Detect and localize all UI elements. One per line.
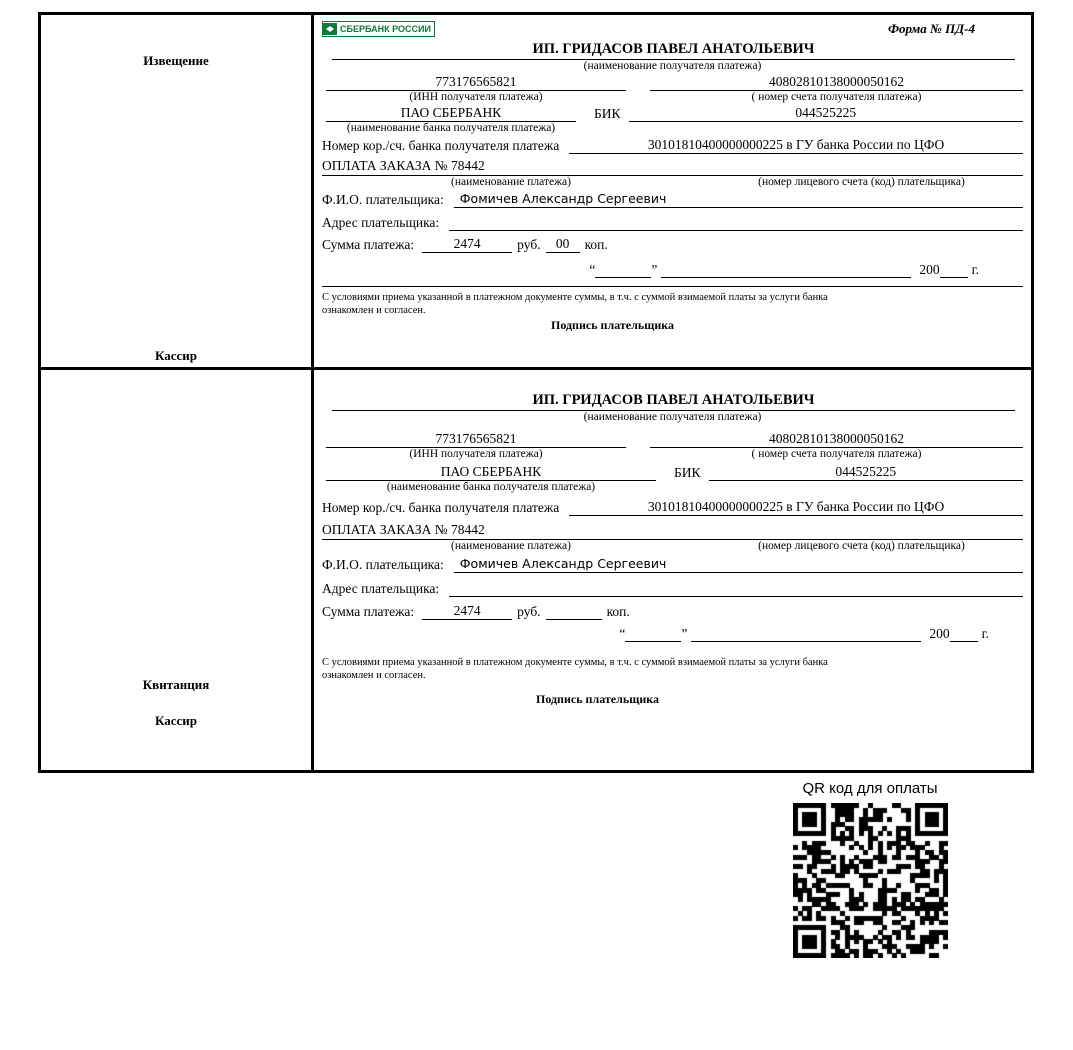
inn-account-row-notice <box>322 74 1023 91</box>
date-row-notice <box>322 262 1023 278</box>
date-year-notice <box>940 262 968 278</box>
account-value-receipt: 40802810138000050162 <box>650 431 1023 448</box>
date-quote-close-notice: ” <box>651 262 658 277</box>
terms-receipt <box>322 656 1023 682</box>
rub-word-receipt: руб. <box>517 604 541 619</box>
label-cashier-top: Кассир <box>154 348 197 363</box>
corr-value-notice: 30101810400000000225 в ГУ банка России по ЦФО <box>569 137 1023 154</box>
year-suffix-receipt: г. <box>981 626 989 641</box>
payer-fio-value-receipt: Фомичев Александр Сергеевич <box>454 556 1023 573</box>
qr-title: QR код для оплаты <box>802 780 938 797</box>
sum-kop-receipt <box>546 619 602 620</box>
rub-word-notice: руб. <box>517 237 541 252</box>
purpose-row-notice <box>322 158 1023 176</box>
payer-fio-row-notice <box>322 191 1023 208</box>
bik-value-notice: 044525225 <box>629 105 1023 122</box>
payer-address-label-notice: Адрес плательщика: <box>322 215 440 230</box>
terms-notice <box>322 286 1023 317</box>
bank-bik-row-notice <box>322 105 1023 122</box>
qr-section <box>770 780 970 958</box>
year-prefix-notice: 200 <box>919 262 940 277</box>
payer-fio-row-receipt <box>322 556 1023 573</box>
caption-account-receipt: ( номер счета получателя платежа) <box>751 448 922 460</box>
form-number: Форма № ПД-4 <box>887 21 975 36</box>
date-month-notice <box>661 262 911 278</box>
payer-address-label-receipt: Адрес плательщика: <box>322 581 440 596</box>
date-month-receipt <box>691 626 921 642</box>
corr-label-receipt: Номер кор./сч. банка получателя платежа <box>322 500 560 515</box>
caption-bank-notice: (наименование банка получателя платежа) <box>346 122 556 134</box>
personal-account-receipt <box>700 522 1023 540</box>
purpose-row-receipt <box>322 522 1023 540</box>
payer-address-row-receipt <box>322 579 1023 597</box>
receipt-left-column <box>41 370 314 770</box>
purpose-captions-receipt <box>322 540 1023 552</box>
sum-rub-notice: 2474 <box>422 236 512 253</box>
date-quote-close-receipt: ” <box>681 626 688 641</box>
date-quote-open-notice: “ <box>589 262 596 277</box>
recipient-name-receipt: ИП. ГРИДАСОВ ПАВЕЛ АНАТОЛЬЕВИЧ <box>332 390 1015 411</box>
payment-purpose-receipt: ОПЛАТА ЗАКАЗА № 78442 <box>322 522 700 540</box>
bank-name-receipt: ПАО СБЕРБАНК <box>326 464 656 481</box>
sum-label-receipt: Сумма платежа: <box>322 604 415 619</box>
sum-row-notice <box>322 236 1023 253</box>
recipient-name-notice: ИП. ГРИДАСОВ ПАВЕЛ АНАТОЛЬЕВИЧ <box>332 39 1015 60</box>
inn-account-captions-notice <box>322 91 1023 103</box>
payer-fio-value-notice: Фомичев Александр Сергеевич <box>454 191 1023 208</box>
date-day-receipt <box>625 626 681 642</box>
label-notice: Извещение <box>143 53 209 68</box>
notice-left-column <box>41 15 314 367</box>
caption-account-notice: ( номер счета получателя платежа) <box>751 91 922 103</box>
sberbank-logo-text: СБЕРБАНК РОССИИ <box>340 24 431 34</box>
payer-address-row-notice <box>322 213 1023 231</box>
kop-word-receipt: коп. <box>606 604 630 619</box>
personal-account-notice <box>700 158 1023 176</box>
terms-line2-notice: ознакомлен и согласен. <box>322 305 426 317</box>
corr-account-row-receipt <box>322 499 1023 516</box>
signature-notice: Подпись плательщика <box>551 318 674 333</box>
caption-inn-notice: (ИНН получателя платежа) <box>409 91 543 103</box>
label-receipt: Квитанция <box>142 677 210 692</box>
bik-label-receipt: БИК <box>674 465 701 480</box>
date-year-receipt <box>950 626 978 642</box>
receipt-block <box>41 370 1031 770</box>
notice-header-row <box>322 21 1023 39</box>
payer-address-value-receipt <box>449 579 1023 597</box>
payer-address-value-notice <box>449 213 1023 231</box>
receipt-right-column <box>314 370 1031 770</box>
sberbank-logo <box>322 21 435 37</box>
date-row-receipt <box>322 626 1023 642</box>
sum-rub-receipt: 2474 <box>422 603 512 620</box>
notice-block <box>41 15 1031 370</box>
caption-personal-account-notice: (номер лицевого счета (код) плательщика) <box>758 176 965 188</box>
inn-account-captions-receipt <box>322 448 1023 460</box>
corr-account-row-notice <box>322 137 1023 154</box>
account-value-notice: 40802810138000050162 <box>650 74 1023 91</box>
kop-word-notice: коп. <box>584 237 608 252</box>
caption-bank-receipt: (наименование банка получателя платежа) <box>386 481 596 493</box>
inn-value-notice: 773176565821 <box>326 74 626 91</box>
sum-kop-notice: 00 <box>546 236 580 253</box>
purpose-captions-notice <box>322 176 1023 188</box>
corr-label-notice: Номер кор./сч. банка получателя платежа <box>322 138 560 153</box>
notice-right-column <box>314 15 1031 367</box>
caption-personal-account-receipt: (номер лицевого счета (код) плательщика) <box>758 540 965 552</box>
year-prefix-receipt: 200 <box>929 626 950 641</box>
sum-label-notice: Сумма платежа: <box>322 237 415 252</box>
date-quote-open-receipt: “ <box>619 626 626 641</box>
terms-line1-notice: С условиями приема указанной в платежном документе суммы, в т.ч. с суммой взимаемой платы за услуги банка <box>322 292 828 303</box>
signature-receipt: Подпись плательщика <box>536 692 659 707</box>
qr-code-image <box>793 803 948 958</box>
bank-name-notice: ПАО СБЕРБАНК <box>326 105 576 122</box>
caption-recipient-notice: (наименование получателя платежа) <box>583 60 762 72</box>
sum-row-receipt <box>322 603 1023 620</box>
bik-value-receipt: 044525225 <box>709 464 1023 481</box>
bik-label-notice: БИК <box>594 106 621 121</box>
corr-value-receipt: 30101810400000000225 в ГУ банка России по ЦФО <box>569 499 1023 516</box>
caption-inn-receipt: (ИНН получателя платежа) <box>409 448 543 460</box>
bank-bik-row-receipt <box>322 464 1023 481</box>
caption-recipient-receipt: (наименование получателя платежа) <box>583 411 762 423</box>
terms-line2-receipt: ознакомлен и согласен. <box>322 670 426 682</box>
payer-fio-label-receipt: Ф.И.О. плательщика: <box>322 557 444 572</box>
payment-form <box>38 12 1034 773</box>
inn-value-receipt: 773176565821 <box>326 431 626 448</box>
inn-account-row-receipt <box>322 431 1023 448</box>
label-cashier-bottom: Кассир <box>154 713 197 728</box>
date-day-notice <box>595 262 651 278</box>
payer-fio-label-notice: Ф.И.О. плательщика: <box>322 192 444 207</box>
terms-line1-receipt: С условиями приема указанной в платежном документе суммы, в т.ч. с суммой взимаемой платы за услуги банка <box>322 657 828 668</box>
sberbank-mark-icon <box>323 23 337 35</box>
caption-purpose-notice: (наименование платежа) <box>451 176 571 188</box>
year-suffix-notice: г. <box>971 262 979 277</box>
caption-purpose-receipt: (наименование платежа) <box>451 540 571 552</box>
payment-purpose-notice: ОПЛАТА ЗАКАЗА № 78442 <box>322 158 700 176</box>
